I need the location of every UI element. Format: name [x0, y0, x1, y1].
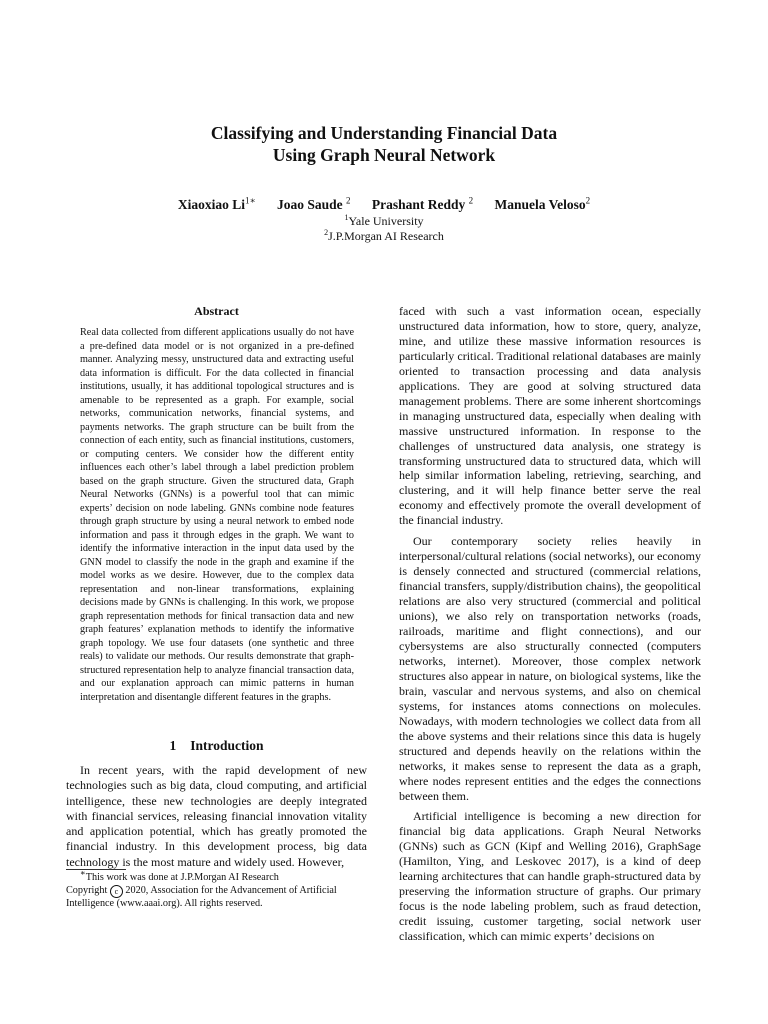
footnote [66, 867, 367, 885]
author [178, 197, 256, 212]
copyright-text: 2020, Association for the Advancement of Artificial Intelligence (www.aaai.org). All rights reserved. [66, 884, 337, 909]
author-name: Joao Saude [276, 197, 343, 212]
affiliation-name: J.P.Morgan AI Research [328, 229, 444, 243]
copyright-symbol: c [114, 886, 119, 896]
affiliation [0, 214, 768, 229]
paper-title [0, 122, 768, 166]
affiliation [0, 229, 768, 244]
paragraph: Our contemporary society relies heavily in interpersonal/cultural relations (social networks), our economy is densely connected and structured (commercial relations, financial transfers, supply/distribution chains), the geopolitical relations are also very structured (commercial and political unions), we also rely on transportation networks (roads, railroads, maritime and flight connections), and our cybersystems are also structurally connected (computers networks, internet). Moreover, those complex network structures also appear in nature, on biological systems, like the brain, vascular and nervous systems, and also on chemical systems, for instances atoms connections on molecules. Nowadays, with modern technologies we collect data from all the above systems and their relations since this data is hugely structured and depends heavily on the relations within the networks, it makes sense to represent the data as a graph, where nodes represent entities and the edges the connections between them. [399, 534, 701, 803]
paper-title-line-1: Classifying and Understanding Financial Data [210, 123, 558, 143]
abstract-heading: Abstract [194, 304, 239, 318]
paragraph: Artificial intelligence is becoming a new direction for financial big data applications. Graph Neural Networks (GNNs) such as GCN (Kipf and Welling 2016), GraphSage (Hamilton, Ying, and Leskovec 2017), is a kind of deep learning architectures that can handle graph-structured data by preserving the information structure of graphs. Our primary focus is the node labeling problem, such as fraud detection, credit issuing, customer targeting, social network user classification, which can mimic experts’ decisions on [399, 809, 701, 944]
affiliation-mark: 2 [324, 228, 329, 237]
copyright-icon [110, 885, 123, 898]
author-name: Prashant Reddy [371, 197, 466, 212]
author-affiliation-mark: 1∗ [244, 195, 256, 206]
section-number: 1 [169, 738, 177, 753]
author [372, 197, 473, 212]
author-affiliation-mark: 2 [346, 195, 351, 206]
copyright-label: Copyright [66, 884, 108, 896]
author [495, 197, 591, 212]
author-affiliation-mark: 2 [585, 195, 591, 206]
author-affiliation-mark: 2 [468, 195, 474, 206]
author-name: Manuela Veloso [494, 197, 586, 212]
paragraph: In recent years, with the rapid development of new technologies such as big data, cloud computing, and artificial intelligence, these new technologies are deeply integrated with financial services, releasing financial innovation vitality and application potential, which has greatly promoted the financial industry. In this development process, big data technology is the most mature and widely used. However, [66, 763, 367, 869]
author-name: Xiaoxiao Li [177, 197, 245, 212]
footnotes [66, 867, 367, 910]
footnote-text: This work was done at J.P.Morgan AI Research [85, 872, 279, 883]
affiliation-mark: 1 [344, 213, 349, 222]
section-title: Introduction [190, 738, 264, 753]
footnote-mark: ∗ [80, 867, 86, 878]
section-heading [66, 738, 367, 754]
introduction-text [66, 763, 367, 870]
affiliation-name: Yale University [348, 214, 424, 228]
copyright-notice [66, 885, 367, 911]
footnote-divider [66, 869, 126, 870]
author-list [0, 196, 768, 214]
abstract-text: Real data collected from different applications usually do not have a pre-defined data model or is not organized in a pre-defined manner. Analyzing messy, unstructured data and extracting useful data information is difficult. For the data collected in financial institutions, usually, it has additional topological structures and is amenable to be represented as a graph. For example, social networks, communication networks, financial systems, and payments networks. The graph structure can be built from the connection of each entity, such as financial institutions, customers, or computing centers. We consider how the different entity influences each other’s label through a label prediction problem based on the graph structure. Given the structured data, Graph Neural Networks (GNNs) is a powerful tool that can mimic experts’ decision on node labeling. GNNs combine node features through graph structure by using a neural network to embed node information and pass it through edges in the graph. We want to identify the informative interaction in the input data used by the GNN model to classify the node in the graph and examine if the model works as we desire. However, due to the complex data representation and non-linear transformations, explaining decisions made by GNNs is challenging. In this work, we propose graph representation methods for finical transaction data and new graph features’ explanation methods to identify the informative graph topology. We use four datasets (one synthetic and three reals) to validate our methods. Our results demonstrate that graph-structured representation help to analyze financial transaction data, and our explanation approach can mimic patterns in human interpretation and disentangle different features in the graphs. [80, 327, 354, 703]
paragraph: faced with such a vast information ocean, especially unstructured data information, how to store, query, analyze, mine, and utilize these massive information resources is particularly critical. Traditional relational databases are mainly oriented to transaction processing and data analysis applications. They are good at solving structured data management problems. There are some inherent shortcomings in managing unstructured data, especially when dealing with massive unstructured information. In response to the challenges of unstructured data analysis, one strategy is transforming unstructured data to structured data, which will help similar information labeling, retrieving, searching, and clustering, and it will help finance better serve the real economy and effectively promote the overall development of the financial industry. [399, 304, 701, 528]
paper-title-line-2: Using Graph Neural Network [272, 145, 496, 165]
author [277, 197, 351, 212]
right-column-text [399, 304, 701, 950]
